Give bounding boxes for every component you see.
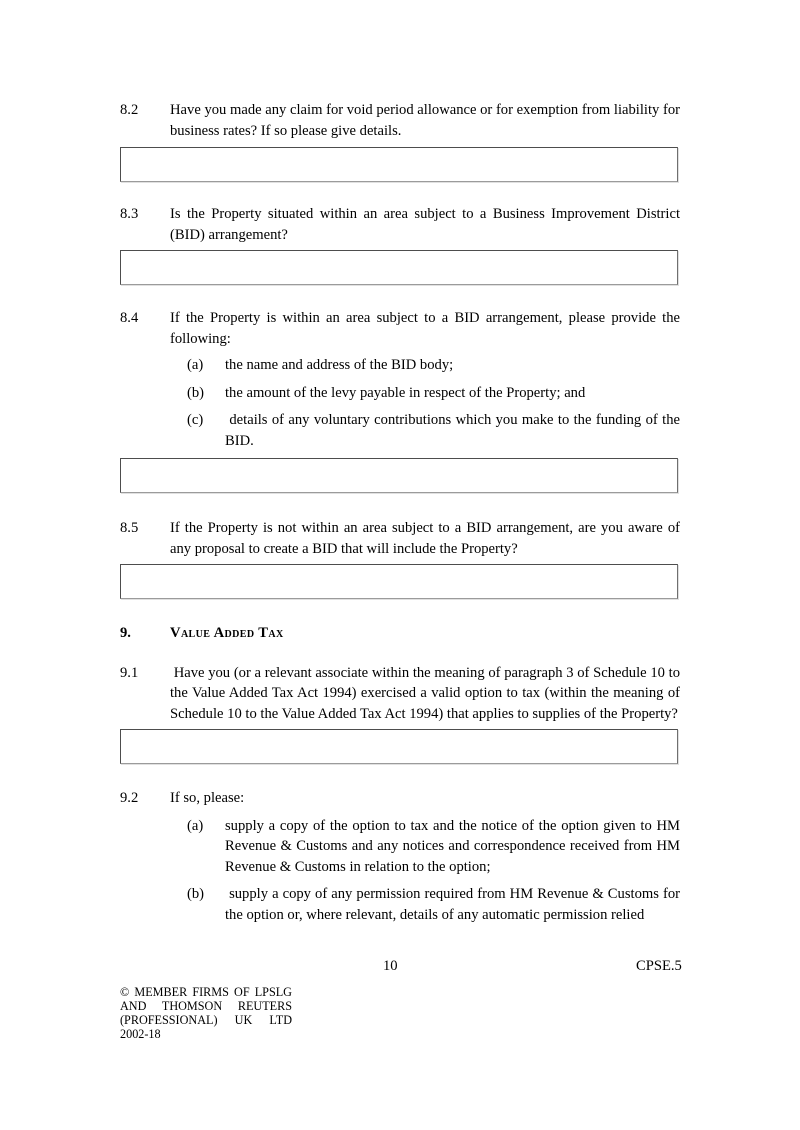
list-item-text: details of any voluntary contributions which you make to the funding of the BID. (225, 412, 680, 449)
section-number: 9. (120, 625, 131, 641)
answer-box-9-1[interactable] (120, 729, 678, 764)
copyright-line: (PROFESSIONAL) UK LTD (120, 1013, 292, 1027)
question-text: If the Property is not within an area subject to a BID arrangement, are you aware of any proposal to create a BID that will include the Property? (170, 520, 680, 557)
section-title: Value Added Tax (170, 625, 284, 641)
list-item-marker: (a) (187, 817, 204, 834)
answer-box-8-2[interactable] (120, 147, 678, 182)
question-text: Have you made any claim for void period allowance or for exemption from liability for business rates? If so please give details. (170, 102, 680, 139)
list-item-marker: (c) (187, 412, 204, 428)
list-item-8-4-b (187, 383, 680, 404)
question-9-2 (120, 788, 680, 809)
copyright-notice (120, 985, 292, 1041)
question-number: 8.5 (120, 520, 139, 536)
answer-box-8-3[interactable] (120, 250, 678, 285)
doc-reference: CPSE.5 (636, 958, 682, 974)
list-item-marker: (b) (187, 886, 205, 902)
list-item-9-2-a (187, 816, 680, 878)
question-9-1 (120, 663, 680, 725)
list-item-text: the name and address of the BID body; (225, 357, 454, 373)
copyright-line: AND THOMSON REUTERS (120, 999, 292, 1013)
question-text: Is the Property situated within an area subject to a Business Improvement District (BID) arrangement? (170, 206, 680, 243)
page-number: 10 (383, 958, 398, 974)
question-number: 8.4 (120, 310, 139, 326)
question-text: If so, please: (170, 790, 245, 806)
question-text: If the Property is within an area subject to a BID arrangement, please provide the following: (170, 310, 680, 347)
answer-box-8-4[interactable] (120, 458, 678, 493)
question-number: 9.1 (120, 664, 139, 681)
list-item-9-2-b (187, 884, 680, 925)
list-item-marker: (a) (187, 357, 204, 373)
page-content (0, 100, 800, 1041)
list-item-8-4-c (187, 410, 680, 451)
page-footer (120, 956, 680, 976)
list-item-marker: (b) (187, 384, 205, 401)
list-item-8-4-a (187, 355, 680, 376)
question-number: 8.3 (120, 206, 139, 222)
answer-box-8-5[interactable] (120, 564, 678, 599)
copyright-line: © MEMBER FIRMS OF LPSLG (120, 985, 292, 999)
question-8-3 (120, 204, 680, 245)
question-8-5 (120, 518, 680, 559)
section-heading-9 (120, 623, 680, 644)
list-item-text: supply a copy of the option to tax and the notice of the option given to HM Revenue & Customs and any notices and correspondence received from HM Revenue & Customs in relation to the option; (225, 817, 680, 875)
list-item-text: supply a copy of any permission required from HM Revenue & Customs for the option or, where relevant, details of any automatic permission relied (225, 886, 680, 923)
question-8-4 (120, 308, 680, 349)
question-number: 9.2 (120, 790, 139, 806)
list-item-text: the amount of the levy payable in respect of the Property; and (225, 384, 586, 401)
question-number: 8.2 (120, 102, 139, 118)
question-8-2 (120, 100, 680, 141)
copyright-line: 2002-18 (120, 1027, 161, 1041)
question-text: Have you (or a relevant associate within the meaning of paragraph 3 of Schedule 10 to the Value Added Tax Act 1994) exercised a valid option to tax (within the meaning of Schedule 10 to the Value Added Tax Act 1994) that applies to supplies of the Property? (170, 664, 680, 722)
